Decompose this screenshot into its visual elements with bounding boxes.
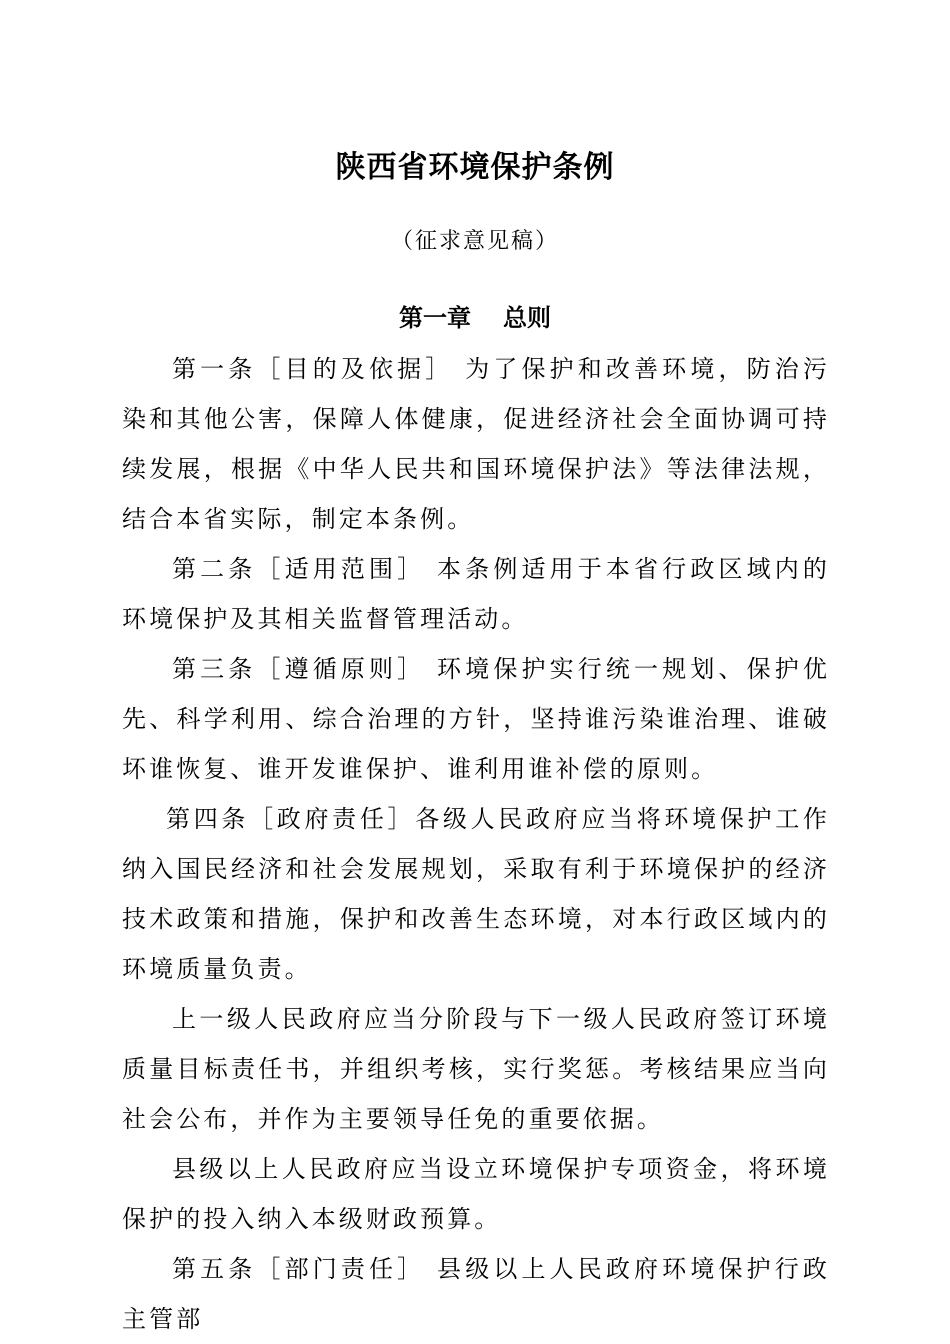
article-4-clause-3-text: 县级以上人民政府应当设立环境保护专项资金，将环境保护的投入纳入本级财政预算。 [122, 1155, 830, 1233]
article-2-paragraph [122, 544, 830, 644]
document-body [122, 344, 830, 1344]
article-1-paragraph [122, 344, 830, 544]
article-4-paragraph [122, 794, 830, 994]
article-2-heading: 第二条［适用范围］ [172, 555, 438, 583]
article-5-paragraph [122, 1244, 830, 1344]
article-5-text: 县级以上人民政府环境保护行政主管部 [122, 1255, 830, 1333]
article-3-text: 环境保护实行统一规划、保护优先、科学利用、综合治理的方针，坚持谁污染谁治理、谁破坏谁恢复、谁开发谁保护、谁利用谁补偿的原则。 [122, 655, 830, 783]
article-4-clause-2-text: 上一级人民政府应当分阶段与下一级人民政府签订环境质量目标责任书，并组织考核，实行奖惩。考核结果应当向社会公布，并作为主要领导任免的重要依据。 [122, 1005, 830, 1133]
document-subtitle: （征求意见稿） [390, 229, 559, 254]
chapter-heading [0, 300, 950, 336]
chapter-number: 第一章 [399, 304, 471, 332]
article-4-clause-3 [122, 1144, 830, 1244]
document-title: 陕西省环境保护条例 [335, 150, 615, 185]
article-3-heading: 第三条［遵循原则］ [172, 655, 438, 683]
article-1-heading: 第一条［目的及依据］ [172, 355, 466, 383]
chapter-name: 总则 [503, 304, 551, 332]
article-4-heading: 第四条［政府责任］ [166, 805, 416, 833]
article-4-clause-2 [122, 994, 830, 1144]
article-1-text: 为了保护和改善环境，防治污染和其他公害，保障人体健康，促进经济社会全面协调可持续发展，根据《中华人民共和国环境保护法》等法律法规，结合本省实际，制定本条例。 [122, 355, 830, 533]
article-2-text: 本条例适用于本省行政区域内的环境保护及其相关监督管理活动。 [122, 555, 830, 633]
article-3-paragraph [122, 644, 830, 794]
article-4-text: 各级人民政府应当将环境保护工作纳入国民经济和社会发展规划，采取有利于环境保护的经济技术政策和措施，保护和改善生态环境，对本行政区域内的环境质量负责。 [122, 805, 830, 983]
article-5-heading: 第五条［部门责任］ [172, 1255, 438, 1283]
